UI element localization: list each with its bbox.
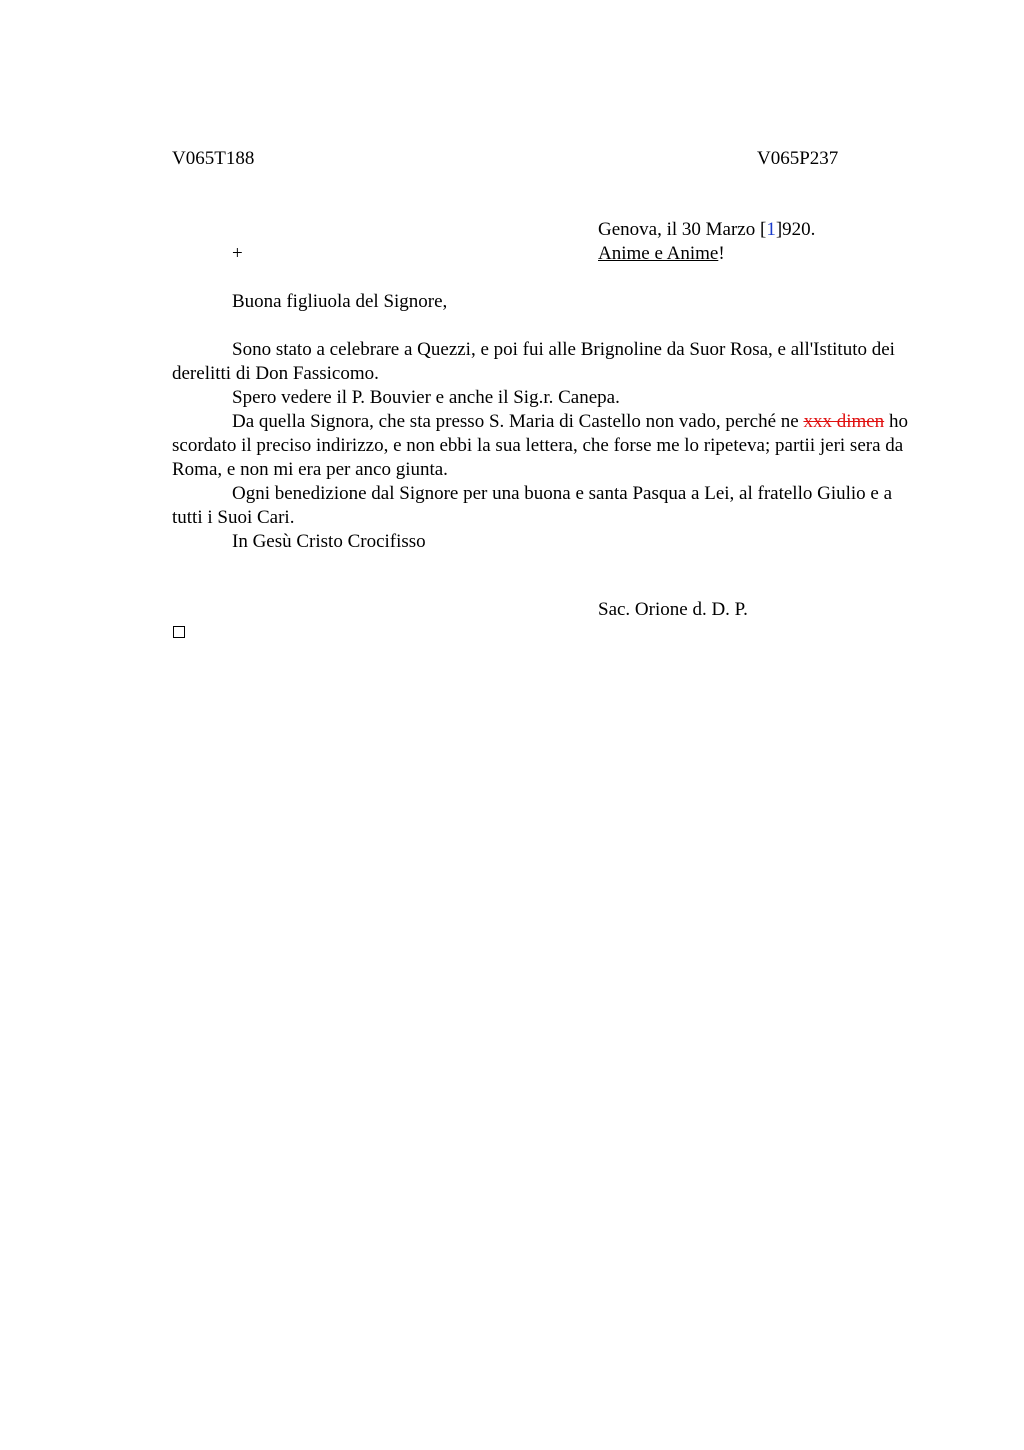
paragraph-3 bbox=[172, 410, 924, 482]
closing-phrase: In Gesù Cristo Crocifisso bbox=[232, 531, 426, 552]
paragraph-1: Sono stato a celebrare a Quezzi, e poi fui alle Brignoline da Suor Rosa, e all'Istituto dei derelitti di Don Fassicomo. bbox=[172, 339, 895, 384]
document-ref-right: V065P237 bbox=[757, 148, 839, 169]
paragraph-3-after: ho scordato il preciso indirizzo, e non ebbi la sua lettera, che forse me lo ripeteva; partii jeri sera da Roma, e non mi era per anco giunta. bbox=[172, 411, 908, 480]
document-ref-left: V065T188 bbox=[172, 148, 255, 169]
salutation: Buona figliuola del Signore, bbox=[232, 291, 448, 312]
signature: Sac. Orione d. D. P. bbox=[598, 599, 748, 620]
letter-body bbox=[172, 290, 924, 554]
dateline bbox=[598, 218, 815, 242]
empty-square-icon bbox=[173, 626, 185, 638]
cross-symbol: + bbox=[232, 243, 243, 264]
dateline-suffix: ]920. bbox=[775, 219, 816, 240]
paragraph-2: Spero vedere il P. Bouvier e anche il Sig.r. Canepa. bbox=[232, 387, 620, 408]
paragraph-4: Ogni benedizione dal Signore per una buona e santa Pasqua a Lei, al fratello Giulio e a tutti i Suoi Cari. bbox=[172, 483, 893, 528]
motto bbox=[598, 242, 725, 266]
deleted-text: xxx dimen bbox=[803, 411, 885, 432]
motto-underlined-text: Anime e Anime bbox=[598, 243, 719, 264]
motto-punctuation: ! bbox=[718, 243, 725, 264]
dateline-prefix: Genova, il 30 Marzo [ bbox=[598, 219, 767, 240]
dateline-bracket-number: 1 bbox=[766, 219, 776, 240]
paragraph-3-before: Da quella Signora, che sta presso S. Maria di Castello non vado, perché ne bbox=[232, 411, 804, 432]
paragraph-spacer bbox=[172, 314, 924, 338]
